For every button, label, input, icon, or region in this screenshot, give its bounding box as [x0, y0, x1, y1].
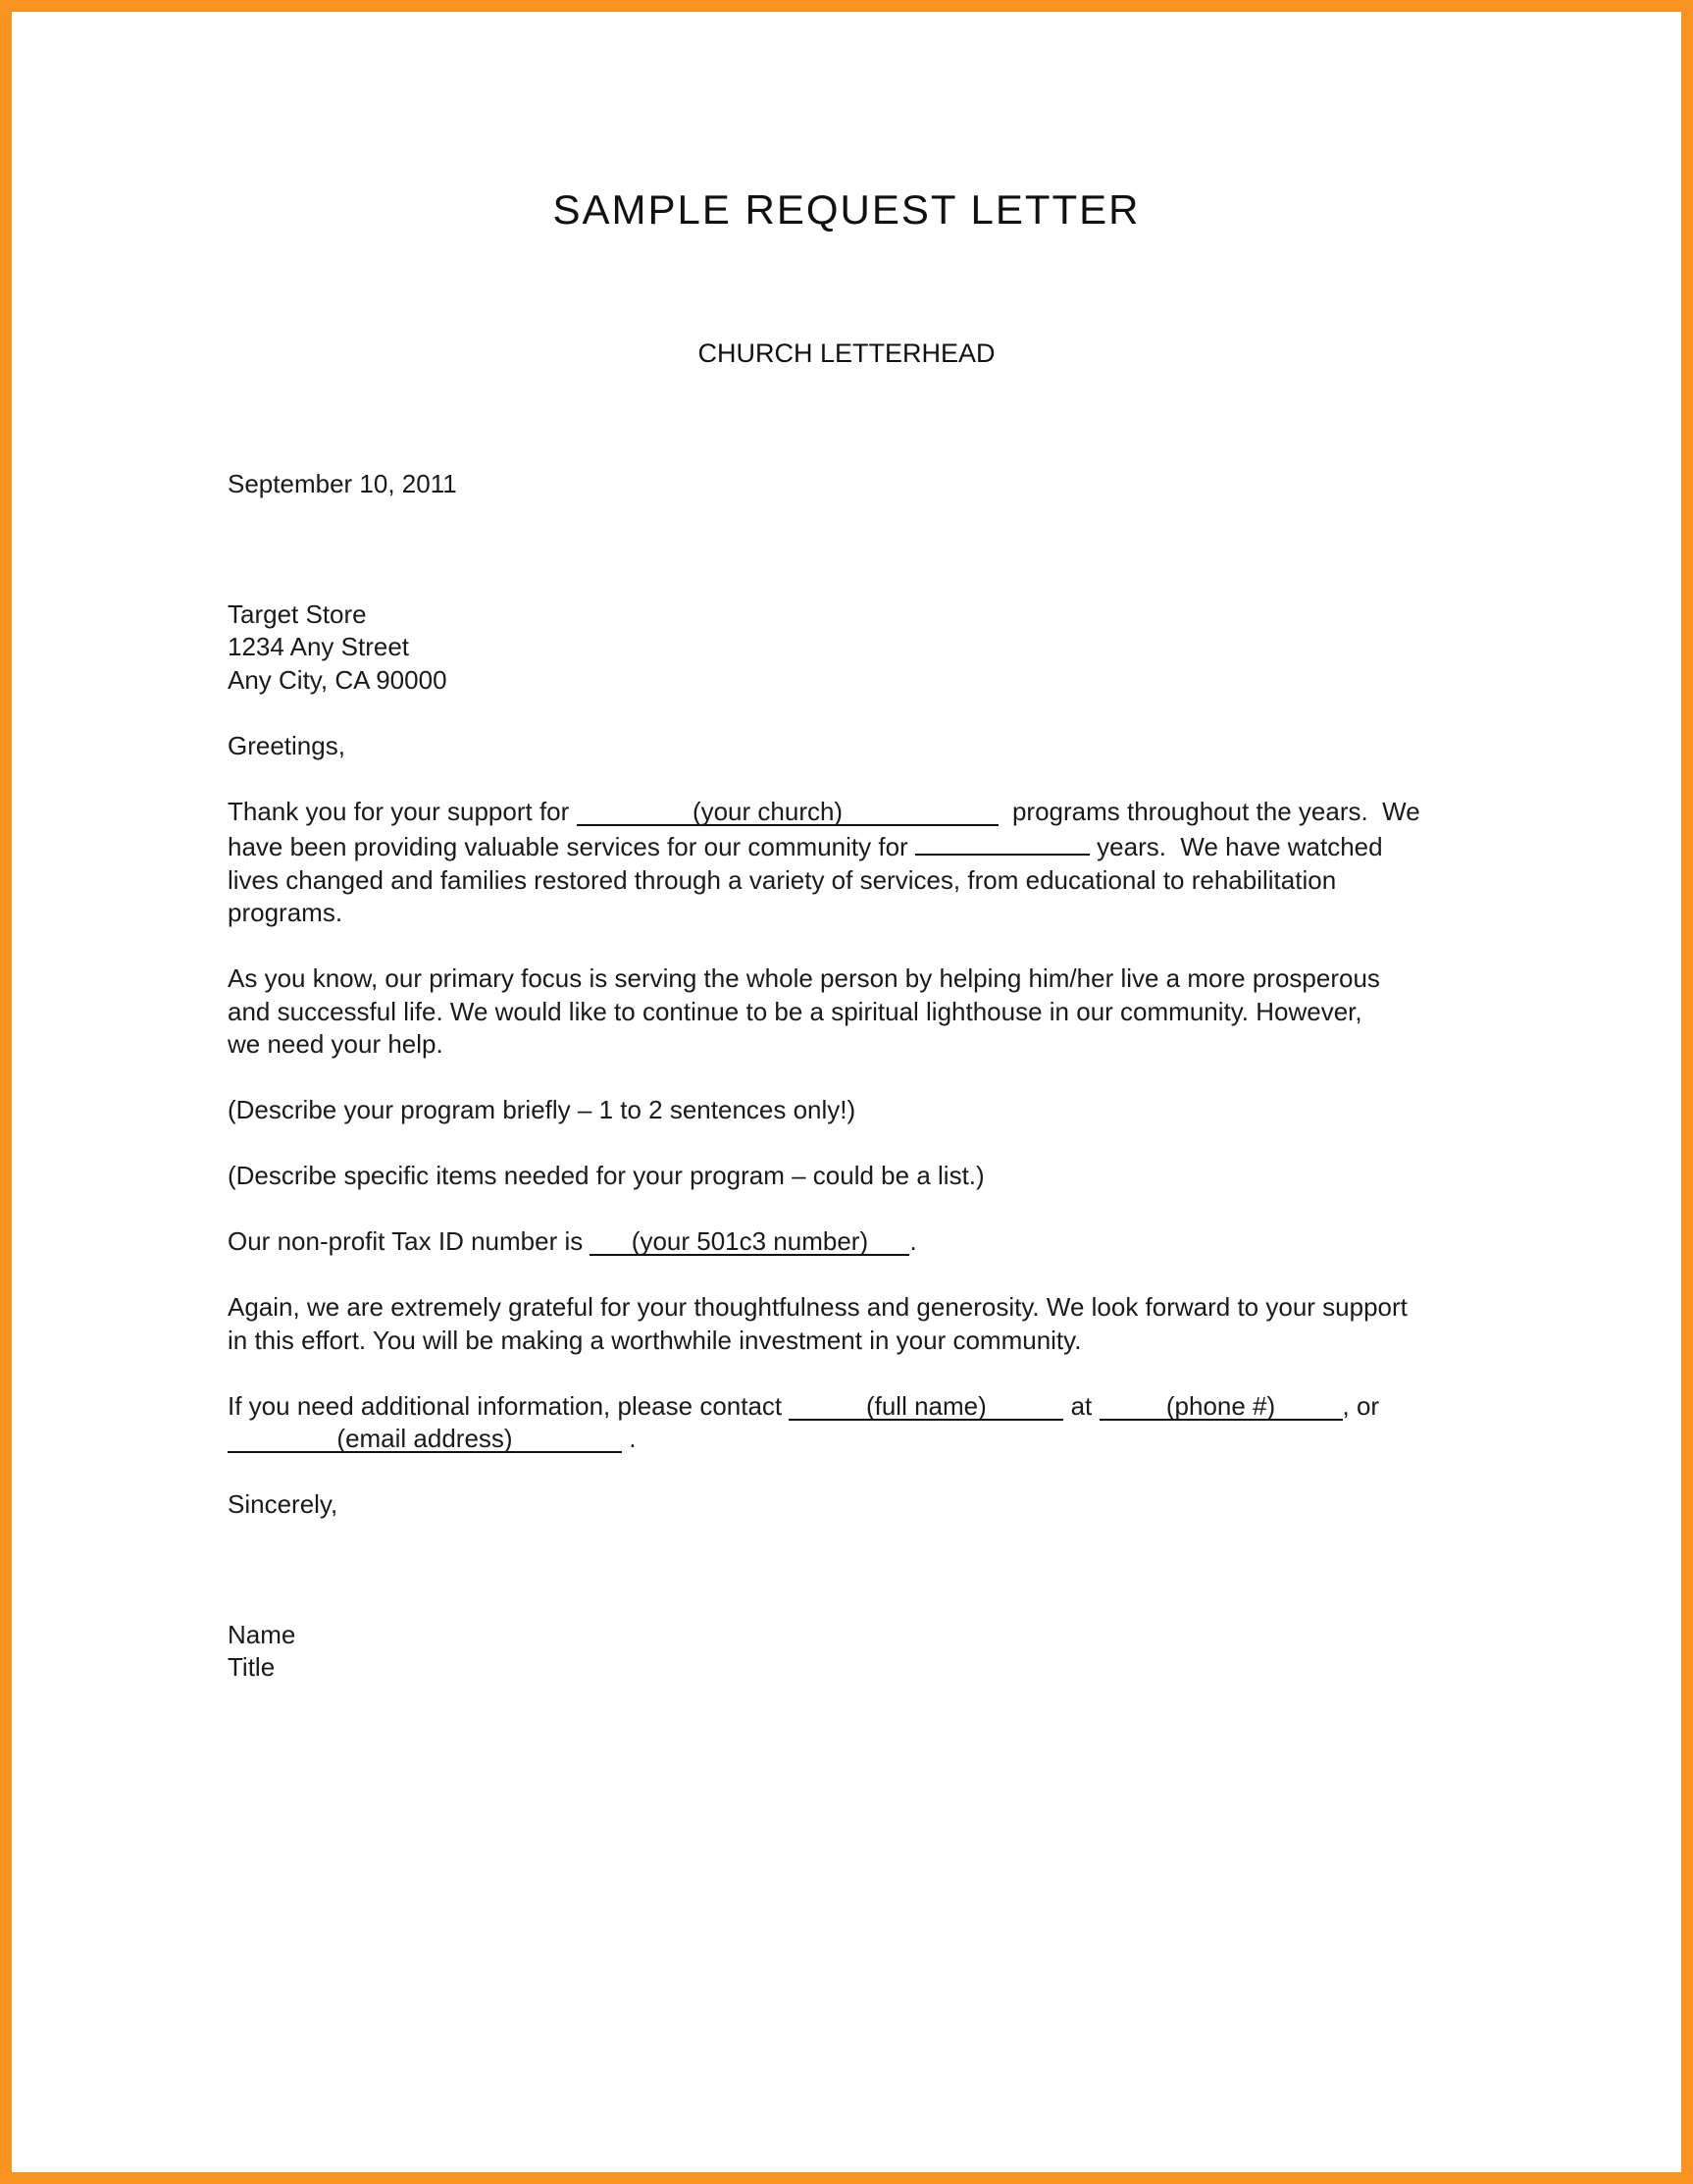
email-blank: (email address) — [228, 1426, 622, 1453]
letter-title: SAMPLE REQUEST LETTER — [552, 186, 1141, 233]
para1-text-e: lives changed and families restored through a variety of services, from educational to rehabilitation — [228, 864, 1337, 895]
para2-text-b: and successful life. We would like to continue to be a spiritual lighthouse in our community. However, — [228, 996, 1362, 1026]
greeting: Greetings, — [228, 730, 345, 760]
church-letterhead: CHURCH LETTERHEAD — [697, 338, 996, 368]
para1-text-d: years. We have watched — [1089, 832, 1383, 861]
para1-text-c: have been providing valuable services for our community for — [228, 832, 915, 861]
letter-body — [228, 468, 1503, 1685]
paragraph-support — [228, 796, 1503, 930]
years-blank — [915, 828, 1090, 856]
address-line-1: Target Store — [228, 598, 367, 629]
para7-text-b: at — [1063, 1390, 1100, 1421]
para7-text-d: . — [622, 1424, 637, 1453]
para6-text-b: in this effort. You will be making a worthwhile investment in your community. — [228, 1325, 1082, 1355]
closing: Sincerely, — [228, 1489, 338, 1519]
church-name-blank: (your church) — [577, 799, 999, 826]
phone-blank: (phone #) — [1100, 1393, 1343, 1421]
paragraph-contact — [228, 1390, 1503, 1456]
program-description-placeholder: (Describe your program briefly – 1 to 2 sentences only!) — [228, 1095, 856, 1124]
para1-text-f: programs. — [228, 898, 343, 927]
recipient-address — [228, 598, 1503, 698]
address-line-3: Any City, CA 90000 — [228, 664, 447, 695]
signature-name: Name — [228, 1619, 296, 1649]
para7-text-a: If you need additional information, please contact — [228, 1390, 790, 1421]
paragraph-focus — [228, 962, 1503, 1062]
para7-text-c: , or — [1342, 1390, 1380, 1421]
full-name-blank: (full name) — [789, 1393, 1063, 1421]
signature-title: Title — [228, 1652, 276, 1682]
para6-text-a: Again, we are extremely grateful for your thoughtfulness and generosity. We look forward to your support — [228, 1292, 1408, 1322]
para1-text-b: programs throughout the years. We — [998, 796, 1420, 826]
tax-id-blank: (your 501c3 number) — [590, 1228, 909, 1256]
paragraph-gratitude — [228, 1291, 1503, 1357]
paragraph-tax-id — [228, 1225, 1503, 1259]
address-line-2: 1234 Any Street — [228, 632, 410, 661]
para2-text-c: we need your help. — [228, 1029, 443, 1059]
signature-block — [228, 1619, 1503, 1685]
para1-text-a: Thank you for your support for — [228, 796, 577, 826]
letter-date: September 10, 2011 — [228, 469, 457, 498]
para2-text-a: As you know, our primary focus is serving the whole person by helping him/her live a more prosperous — [228, 963, 1380, 993]
items-needed-placeholder: (Describe specific items needed for your program – could be a list.) — [228, 1161, 985, 1190]
para5-text-a: Our non-profit Tax ID number is — [228, 1226, 590, 1256]
para5-text-b: . — [909, 1226, 917, 1256]
